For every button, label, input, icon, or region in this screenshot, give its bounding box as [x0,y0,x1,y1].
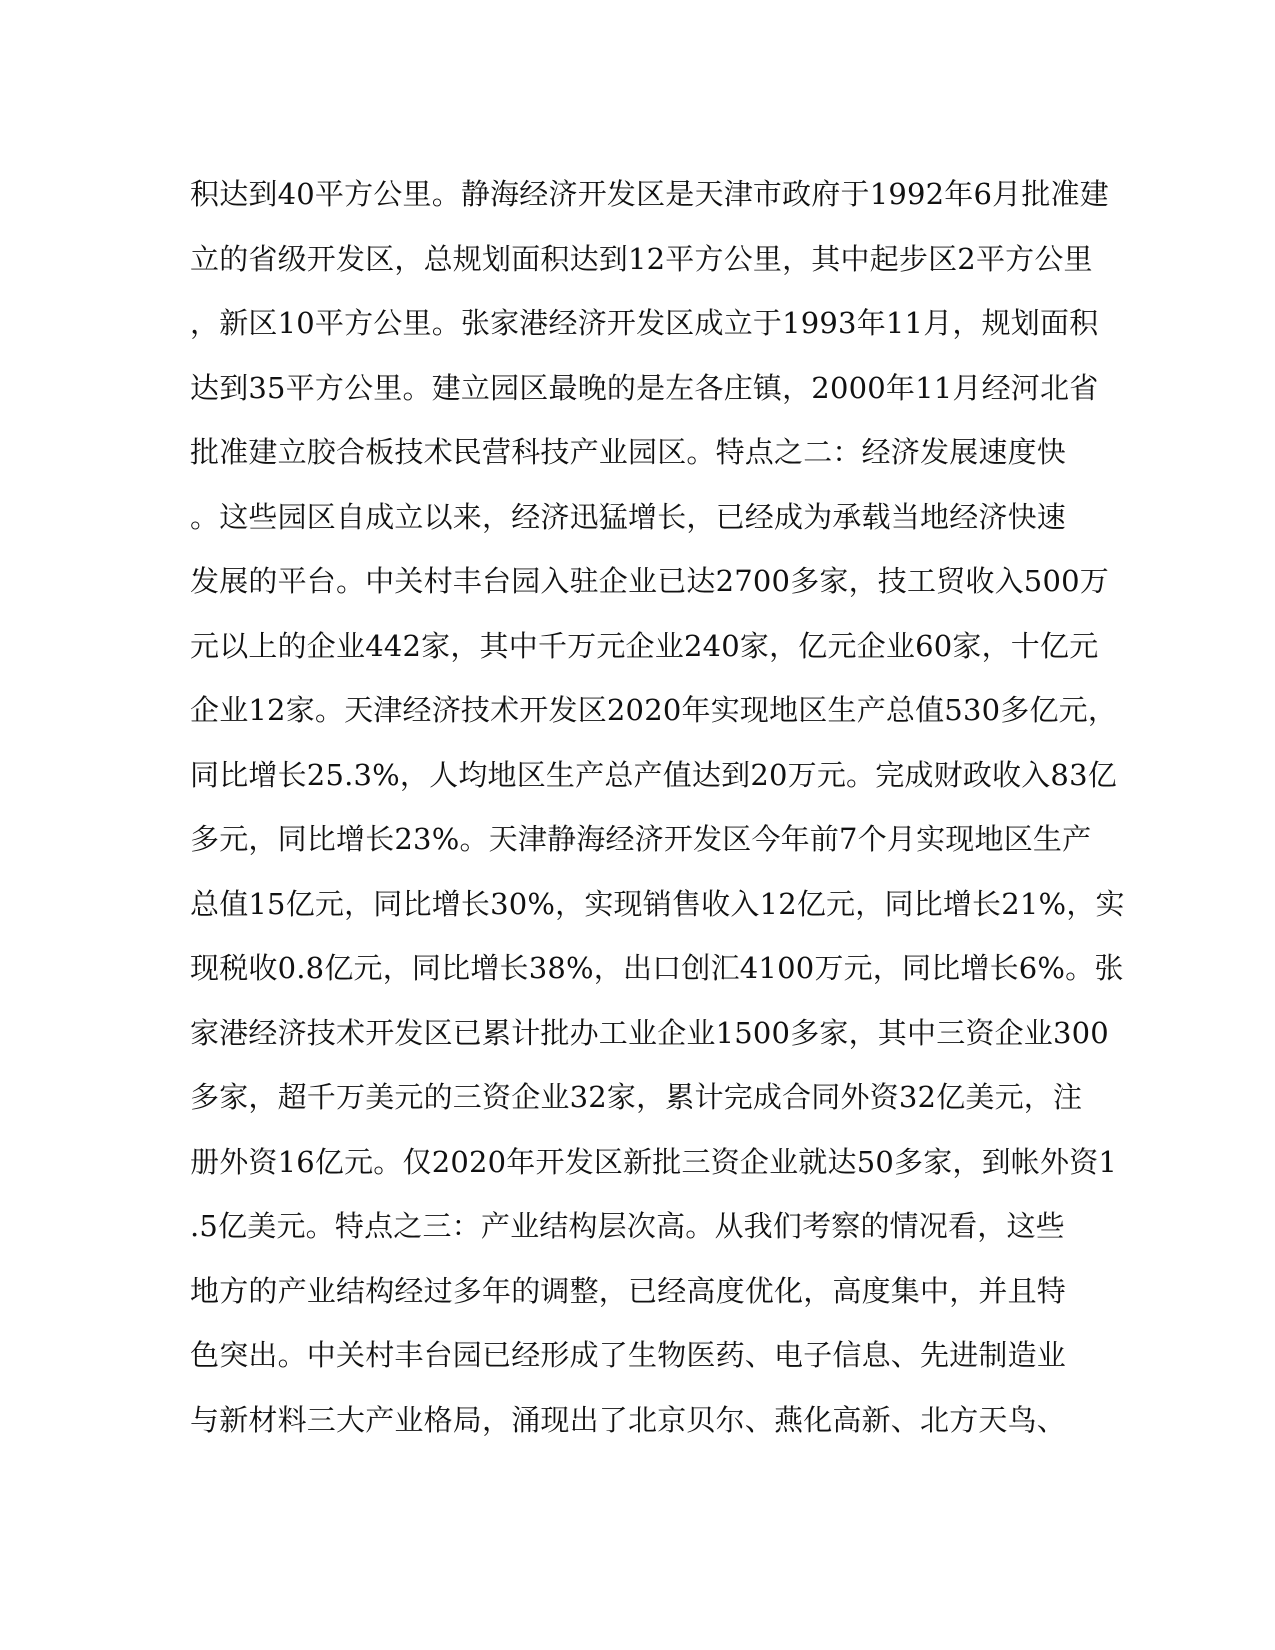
text-line: 地方的产业结构经过多年的调整，已经高度优化，高度集中，并且特 [190,1273,1067,1308]
text-line: 同比增长25.3%，人均地区生产总产值达到20万元。完成财政收入83亿 [190,757,1117,792]
text-line: 色突出。中关村丰台园已经形成了生物医药、电子信息、先进制造业 [190,1338,1067,1372]
text-line: 与新材料三大产业格局，涌现出了北京贝尔、燕化高新、北方天鸟、 [190,1402,1067,1437]
text-line: 册外资16亿元。仅2020年开发区新批三资企业就达50多家，到帐外资1 [190,1144,1118,1179]
text-line: 积达到40平方公里。静海经济开发区是天津市政府于1992年6月批准建 [190,177,1109,211]
text-line: 立的省级开发区，总规划面积达到12平方公里，其中起步区2平方公里 [190,241,1093,276]
text-line: 元以上的企业442家，其中千万元企业240家，亿元企业60家，十亿元 [190,628,1099,663]
body-text [190,162,1125,1452]
text-line: 多家，超千万美元的三资企业32家，累计完成合同外资32亿美元，注 [190,1080,1083,1114]
text-line: 发展的平台。中关村丰台园入驻企业已达2700多家，技工贸收入500万 [190,564,1109,598]
text-line: 家港经济技术开发区已累计批办工业企业1500多家，其中三资企业300 [190,1015,1109,1050]
text-line: 总值15亿元，同比增长30%，实现销售收入12亿元，同比增长21%，实 [190,886,1125,921]
text-line: 达到35平方公里。建立园区最晚的是左各庄镇，2000年11月经河北省 [190,370,1099,405]
text-line: 多元，同比增长23%。天津静海经济开发区今年前7个月实现地区生产 [190,822,1092,856]
text-line: 。这些园区自成立以来，经济迅猛增长，已经成为承载当地经济快速 [190,499,1067,534]
text-line: .5亿美元。特点之三：产业结构层次高。从我们考察的情况看，这些 [190,1209,1065,1243]
text-line: ，新区10平方公里。张家港经济开发区成立于1993年11月，规划面积 [190,306,1099,340]
text-line: 批准建立胶合板技术民营科技产业园区。特点之二：经济发展速度快 [190,435,1067,469]
text-line: 企业12家。天津经济技术开发区2020年实现地区生产总值530多亿元， [190,693,1118,727]
text-line: 现税收0.8亿元，同比增长38%，出口创汇4100万元，同比增长6%。张 [190,951,1124,985]
